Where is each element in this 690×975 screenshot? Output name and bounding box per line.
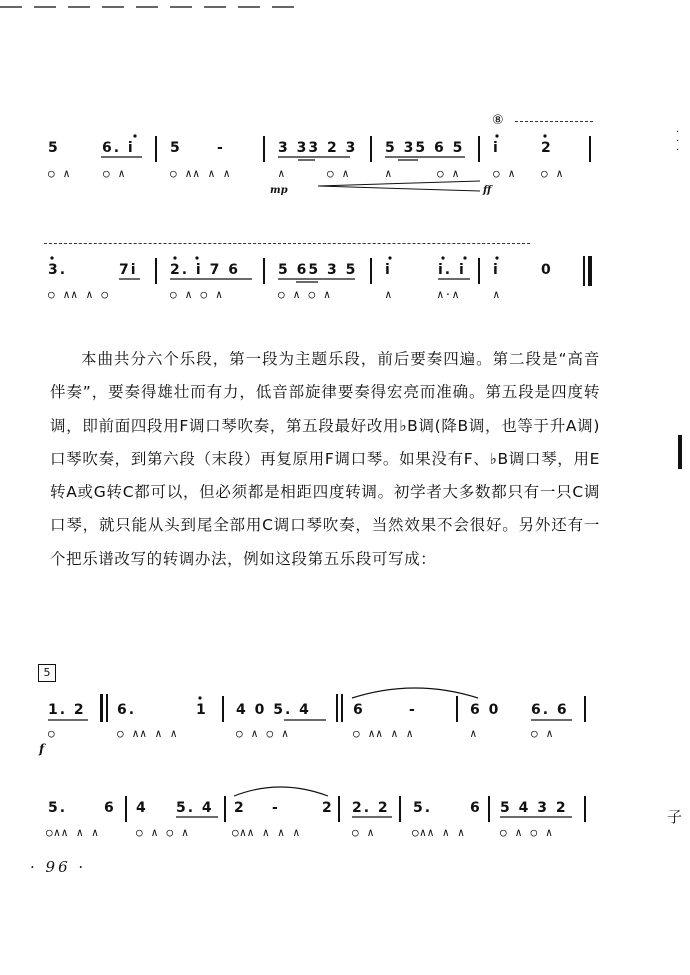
scan-mark: · · · — [676, 127, 680, 156]
scan-mark — [678, 435, 682, 469]
articulation-mark: ○ ∧∧ ∧ ∧ — [170, 167, 231, 180]
note: 4 — [136, 800, 148, 816]
note: 5 65 3 5 — [278, 262, 358, 278]
articulation-mark: ○ ∧ ○ ∧ — [278, 288, 332, 301]
articulation-mark: ○ ∧ — [493, 167, 516, 180]
note: 2 — [234, 800, 246, 816]
articulation-mark: ○∧∧ ∧ ∧ — [412, 826, 466, 839]
note: 2 — [322, 800, 334, 816]
octave-dashed-line — [44, 243, 530, 244]
bar-line — [478, 136, 480, 162]
note: i — [493, 140, 500, 156]
bar-line — [263, 258, 265, 284]
bar-line — [370, 258, 372, 284]
note: 2. 2 — [352, 800, 390, 816]
note: 5 — [48, 140, 60, 156]
note: 2 — [541, 140, 553, 156]
articulation-mark: ○ ∧ ○ ∧ — [500, 826, 554, 839]
articulation-mark: ∧ — [493, 288, 501, 301]
note: - — [217, 140, 225, 156]
note: 1 — [196, 702, 208, 718]
bar-line — [456, 696, 458, 722]
note: 6 — [353, 702, 365, 718]
dynamic-mp: mp — [270, 185, 288, 196]
note: 5. — [413, 800, 433, 816]
articulation-mark: ○ ∧ ○ ∧ — [236, 727, 290, 740]
bar-line — [399, 796, 401, 822]
articulation-mark: ○∧∧ ∧ ∧ ∧ — [232, 826, 301, 839]
note: 6. i — [102, 140, 135, 156]
articulation-mark: ○ ∧ — [103, 167, 126, 180]
note: 5. — [48, 800, 68, 816]
paragraph-text: 本曲共分六个乐段，第一段为主题乐段，前后要奏四遍。第二段是“高音伴奏”，要奏得雄壮而有力，低音部旋律要奏得宏亮而准确。第五段是四度转调，即前面四段用F调口琴吹奏，第五段最好改用♭B调(降B调，也等于升A调)口琴吹奏，到第六段（末段）再复原用F调口琴。如果没有F、♭B调口琴，用E转A或G转C都可以，但必须都是相距四度转调。初学者大多数都只有一只C调口琴，就只能从头到尾全部用C调口琴吹奏，当然效果不会很好。另外还有一个把乐谱改写的转调办法，例如这段第五乐段可写成： — [50, 350, 600, 568]
bar-line — [478, 258, 480, 284]
bar-line — [155, 136, 157, 162]
articulation-mark: ○ ∧∧ ∧ ○ — [48, 288, 109, 301]
articulation-mark: ○ ∧ — [531, 727, 554, 740]
articulation-mark: ○ ∧ ○ ∧ — [136, 826, 190, 839]
bar-line — [224, 796, 226, 822]
octave-dashed-line — [515, 121, 593, 122]
articulation-mark: ○ ∧ — [352, 826, 375, 839]
note: 5 35 6 5 — [385, 140, 465, 156]
articulation-mark: ○ ∧ — [48, 167, 71, 180]
articulation-mark: ∧·∧ — [437, 288, 460, 301]
articulation-mark: ∧ — [278, 167, 286, 180]
articulation-mark: ○∧∧ ∧ ∧ — [46, 826, 100, 839]
note: i — [493, 262, 500, 278]
articulation-mark: ○ ∧ — [541, 167, 564, 180]
note: 6. — [117, 702, 137, 718]
double-bar-line — [106, 694, 108, 722]
double-bar-line — [100, 694, 103, 722]
note: 5 4 3 2 — [500, 800, 568, 816]
articulation-mark: ○ ∧ — [327, 167, 350, 180]
dynamic-ff: ff — [483, 185, 492, 196]
final-bar-line-thick — [588, 256, 592, 286]
section-number-box: 5 — [38, 664, 56, 682]
circled-number-mark: ⑧ — [492, 113, 504, 128]
articulation-mark: ∧ — [385, 167, 393, 180]
bar-line — [222, 696, 224, 722]
body-paragraph — [50, 343, 600, 576]
top-edge-dashes — [0, 2, 300, 12]
note: 7i — [119, 262, 138, 278]
note: 0 — [541, 262, 553, 278]
note: 5 — [170, 140, 182, 156]
note: i. i — [438, 262, 466, 278]
note: 6 — [104, 800, 116, 816]
bar-line — [584, 796, 586, 822]
bar-line — [589, 136, 591, 162]
note: 2. i 7 6 — [170, 262, 240, 278]
note: i — [385, 262, 392, 278]
bar-line — [488, 796, 490, 822]
note: - — [409, 702, 417, 718]
articulation-mark: ∧ — [470, 727, 478, 740]
dynamic-f: f — [39, 742, 45, 756]
articulation-mark: ○ ∧∧ ∧ ∧ — [117, 727, 178, 740]
note: 3. — [48, 262, 68, 278]
margin-character: 子 — [667, 808, 683, 826]
articulation-mark: ○ ∧ — [437, 167, 460, 180]
bar-line — [584, 696, 586, 722]
note: 6. 6 — [531, 702, 569, 718]
articulation-mark: ○ ∧ ○ ∧ — [170, 288, 224, 301]
final-bar-line-thin — [583, 256, 585, 286]
bar-line — [125, 796, 127, 822]
bar-line — [341, 694, 343, 722]
bar-line — [370, 136, 372, 162]
note: 1. 2 — [48, 702, 86, 718]
note: 5. 4 — [176, 800, 214, 816]
note: 6 — [470, 800, 482, 816]
page-number: · 96 · — [30, 858, 87, 876]
note: 3 33 2 3 — [278, 140, 358, 156]
bar-line — [155, 258, 157, 284]
bar-line — [336, 694, 338, 722]
crescendo-hairpin — [318, 181, 480, 191]
note: 4 0 5. 4 — [236, 702, 311, 718]
bar-line — [338, 796, 340, 822]
articulation-mark: ○ ∧∧ ∧ ∧ — [353, 727, 414, 740]
note: 6 0 — [470, 702, 501, 718]
articulation-mark: ○ — [48, 727, 56, 740]
bar-line — [263, 136, 265, 162]
note: - — [272, 800, 280, 816]
articulation-mark: ∧ — [385, 288, 393, 301]
